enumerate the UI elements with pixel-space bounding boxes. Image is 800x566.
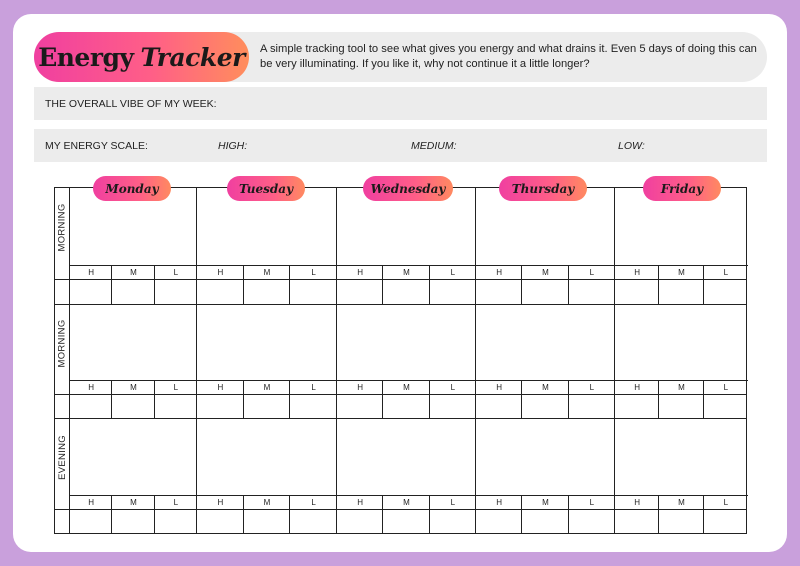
row-label (55, 419, 69, 496)
hml-label-h: H (634, 268, 641, 277)
hml-label-m: M (403, 498, 410, 507)
hml-label-l: L (311, 268, 316, 277)
hml-label-m: M (542, 383, 549, 392)
scale-label: MY ENERGY SCALE: (45, 140, 148, 152)
title-badge (34, 32, 249, 82)
title-word-2: Tracker (140, 42, 245, 72)
day-header-wednesday: Wednesday (363, 176, 453, 201)
hml-label-l: L (723, 268, 729, 277)
hml-label-l: L (311, 498, 316, 507)
hml-checkbox[interactable] (615, 280, 658, 304)
hml-label-l: L (589, 383, 595, 392)
row-label-text: MORNING (56, 318, 68, 368)
hml-checkbox[interactable] (290, 395, 336, 418)
hml-label-m: M (678, 498, 685, 507)
hml-label-m: M (542, 498, 549, 507)
hml-label-h: H (357, 383, 364, 392)
hml-label-l: L (173, 498, 179, 507)
hml-checkbox[interactable] (430, 395, 475, 418)
hml-checkbox[interactable] (704, 280, 747, 304)
notes-cell[interactable] (70, 305, 196, 380)
hml-checkbox[interactable] (659, 395, 702, 418)
hml-checkbox[interactable] (337, 395, 382, 418)
notes-cell[interactable] (337, 419, 475, 495)
hml-label-l: L (723, 498, 729, 507)
hml-checkbox[interactable] (337, 280, 382, 304)
hml-top-line (70, 380, 748, 381)
notes-cell[interactable] (197, 305, 336, 380)
hml-checkbox[interactable] (290, 280, 336, 304)
hml-checkbox[interactable] (337, 510, 382, 534)
hml-checkbox[interactable] (430, 280, 475, 304)
hml-checkbox[interactable] (522, 280, 567, 304)
day-header-thursday: Thursday (499, 176, 587, 201)
energy-scale-bar (34, 129, 767, 162)
hml-checkbox[interactable] (155, 510, 196, 534)
hml-label-m: M (678, 268, 685, 277)
hml-label-m: M (130, 268, 137, 277)
hml-checkbox[interactable] (197, 395, 243, 418)
hml-checkbox[interactable] (383, 395, 428, 418)
hml-checkbox[interactable] (244, 510, 290, 534)
hml-label-l: L (311, 383, 316, 392)
row-label-text: EVENING (56, 435, 68, 480)
hml-checkbox[interactable] (70, 280, 111, 304)
hml-label-m: M (403, 383, 410, 392)
hml-label-h: H (634, 383, 641, 392)
hml-label-h: H (496, 498, 503, 507)
hml-label-l: L (450, 383, 456, 392)
hml-checkbox[interactable] (659, 510, 702, 534)
notes-cell[interactable] (476, 305, 614, 380)
hml-label-h: H (357, 498, 364, 507)
day-header-tuesday: Tuesday (227, 176, 305, 201)
notes-cell[interactable] (337, 305, 475, 380)
hml-checkbox[interactable] (383, 280, 428, 304)
scale-high-field[interactable]: HIGH: (218, 140, 248, 152)
hml-checkbox[interactable] (476, 395, 521, 418)
hml-checkbox[interactable] (615, 510, 658, 534)
notes-cell[interactable] (70, 419, 196, 495)
scale-medium-field[interactable]: MEDIUM: (411, 140, 457, 152)
scale-low-field[interactable]: LOW: (618, 140, 645, 152)
hml-label-h: H (88, 268, 95, 277)
hml-checkbox[interactable] (70, 395, 111, 418)
hml-checkbox[interactable] (383, 510, 428, 534)
energy-grid (54, 187, 747, 534)
hml-label-l: L (450, 268, 456, 277)
hml-label-h: H (217, 383, 224, 392)
hml-checkbox[interactable] (112, 395, 153, 418)
notes-cell[interactable] (197, 419, 336, 495)
hml-label-h: H (496, 383, 503, 392)
hml-label-h: H (357, 268, 364, 277)
notes-cell[interactable] (476, 419, 614, 495)
hml-checkbox[interactable] (112, 280, 153, 304)
hml-label-l: L (723, 383, 729, 392)
hml-top-line (70, 265, 748, 266)
hml-checkbox[interactable] (197, 280, 243, 304)
row-label (55, 305, 69, 381)
day-header-friday: Friday (643, 176, 721, 201)
hml-label-m: M (263, 268, 271, 277)
hml-checkbox[interactable] (430, 510, 475, 534)
hml-checkbox[interactable] (290, 510, 336, 534)
hml-checkbox[interactable] (704, 510, 747, 534)
hml-checkbox[interactable] (476, 510, 521, 534)
title-word-1: Energy (38, 42, 134, 72)
hml-label-l: L (589, 498, 595, 507)
row-label-text: MORNING (56, 202, 68, 252)
hml-checkbox[interactable] (615, 395, 658, 418)
hml-label-m: M (678, 383, 685, 392)
notes-cell[interactable] (615, 419, 747, 495)
hml-label-m: M (542, 268, 549, 277)
hml-checkbox[interactable] (522, 395, 567, 418)
hml-checkbox[interactable] (569, 280, 614, 304)
hml-checkbox[interactable] (244, 280, 290, 304)
hml-checkbox[interactable] (476, 280, 521, 304)
vibe-label: THE OVERALL VIBE OF MY WEEK: (45, 98, 217, 110)
hml-checkbox[interactable] (244, 395, 290, 418)
hml-label-h: H (496, 268, 503, 277)
hml-label-m: M (403, 268, 410, 277)
hml-label-l: L (589, 268, 595, 277)
hml-checkbox[interactable] (197, 510, 243, 534)
hml-checkbox[interactable] (522, 510, 567, 534)
intro-text: A simple tracking tool to see what gives you energy and what drains it. Even 5 days of doing this can be very illuminating. If you like it, why not continue it a little longer? (260, 43, 757, 70)
row-label (55, 188, 69, 266)
hml-checkbox[interactable] (70, 510, 111, 534)
hml-checkbox[interactable] (112, 510, 153, 534)
hml-label-l: L (173, 383, 179, 392)
hml-label-l: L (450, 498, 456, 507)
hml-label-m: M (263, 498, 271, 507)
hml-label-m: M (130, 498, 137, 507)
hml-checkbox[interactable] (155, 395, 196, 418)
hml-label-h: H (634, 498, 641, 507)
vibe-field[interactable] (34, 87, 767, 120)
hml-checkbox[interactable] (155, 280, 196, 304)
hml-label-h: H (217, 498, 224, 507)
hml-top-line (70, 495, 748, 496)
hml-checkbox[interactable] (704, 395, 747, 418)
hml-checkbox[interactable] (569, 395, 614, 418)
hml-checkbox[interactable] (569, 510, 614, 534)
hml-label-m: M (263, 383, 271, 392)
hml-label-h: H (88, 383, 95, 392)
notes-cell[interactable] (615, 305, 747, 380)
hml-label-m: M (130, 383, 137, 392)
hml-label-h: H (88, 498, 95, 507)
day-header-monday: Monday (93, 176, 171, 201)
hml-label-h: H (217, 268, 224, 277)
hml-label-l: L (173, 268, 179, 277)
hml-checkbox[interactable] (659, 280, 702, 304)
